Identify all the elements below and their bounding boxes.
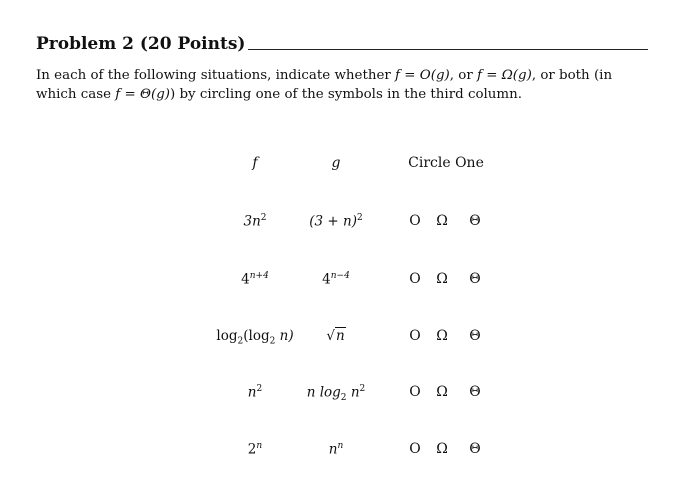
f-expression: $\log_2(\log_2$ n) [216, 328, 294, 347]
f-expression: $n^2$ [247, 384, 263, 401]
column-header-circle-one: Circle One [408, 155, 484, 171]
table-row [0, 213, 700, 235]
table-row [0, 328, 700, 350]
big-o-option[interactable]: O [409, 441, 421, 457]
instructions-line-2: which case f = Θ(g)) by circling one of the symbols in the third column. [36, 87, 522, 102]
big-o-option[interactable]: O [409, 271, 421, 287]
table-row [0, 271, 700, 293]
big-theta-option[interactable]: Θ [469, 441, 481, 457]
g-expression: $4^{n-4}$ [322, 271, 350, 288]
column-header-f: f [252, 155, 258, 171]
f-expression: 2$^n$ [247, 441, 263, 458]
big-omega-option[interactable]: Ω [436, 213, 448, 229]
square-root-symbol: √ [326, 328, 335, 344]
f-expression: $4^{n+4}$ [241, 271, 269, 288]
table-row [0, 441, 700, 463]
big-omega-option[interactable]: Ω [436, 328, 448, 344]
big-theta-option[interactable]: Θ [469, 328, 481, 344]
problem-title: Problem 2 (20 Points) [36, 34, 246, 54]
problem-header [36, 34, 648, 60]
big-o-option[interactable]: O [409, 384, 421, 400]
column-header-g: g [331, 155, 341, 171]
big-omega-option[interactable]: Ω [436, 441, 448, 457]
big-theta-option[interactable]: Θ [469, 213, 481, 229]
g-expression: n $\log_2 n^2$ [306, 384, 366, 404]
g-expression: $n^n$ [328, 441, 344, 458]
big-o-option[interactable]: O [409, 328, 421, 344]
g-expression: $(3 + n)^2$ [309, 213, 363, 230]
problem-instructions [36, 66, 648, 104]
instructions-line-1: In each of the following situations, indicate whether f = O(g), or f = Ω(g), or both (in [36, 68, 613, 83]
big-o-option[interactable]: O [409, 213, 421, 229]
g-expression: √n [326, 328, 345, 344]
big-theta-option[interactable]: Θ [469, 384, 481, 400]
f-expression: $3n^2$ [243, 213, 267, 230]
big-omega-option[interactable]: Ω [436, 384, 448, 400]
table-row [0, 384, 700, 406]
big-omega-option[interactable]: Ω [436, 271, 448, 287]
big-theta-option[interactable]: Θ [469, 271, 481, 287]
header-rule [248, 49, 648, 50]
